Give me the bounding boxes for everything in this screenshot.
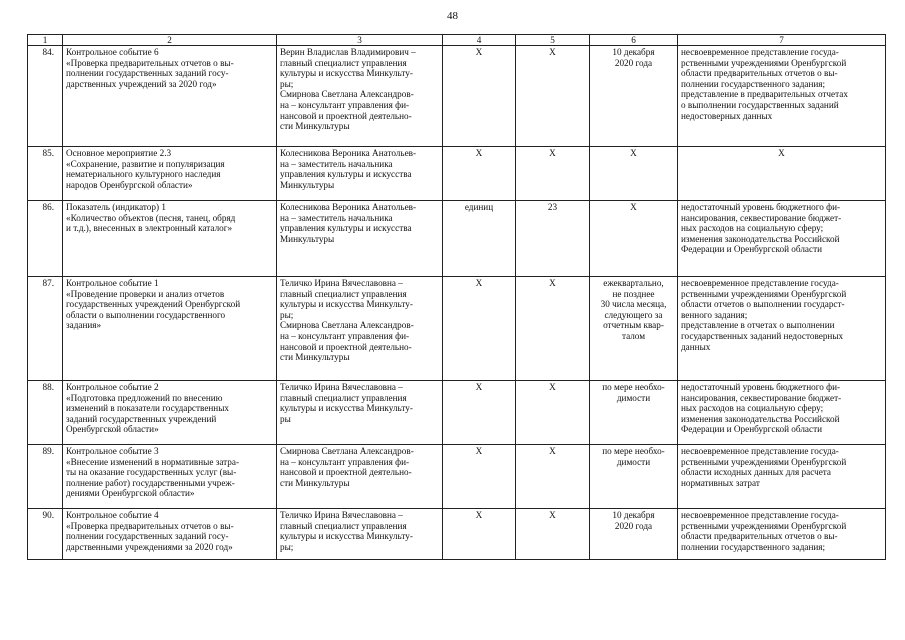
text-line: «Подготовка предложений по внесению [66, 392, 223, 403]
text-line: рственными учреждениями Оренбургской [681, 57, 847, 68]
text-line: по мере необхо- [602, 382, 665, 392]
text-line: заданий государственных учреждений [66, 413, 217, 424]
text-line: не позднее [612, 288, 655, 299]
table-row [28, 201, 886, 277]
text-line: на – консультант управления фи- [280, 456, 410, 467]
text-line: Теличко Ирина Вячеславовна – [280, 382, 403, 392]
text-line: димости [616, 392, 651, 403]
text-line: Х [549, 382, 556, 392]
text-line: Контрольное событие 6 [66, 47, 159, 57]
text-line: области о выполнении государственного [66, 309, 226, 320]
row-number: 90. [28, 509, 63, 560]
text-line: Контрольное событие 1 [66, 278, 159, 288]
text-line: Х [549, 47, 556, 57]
text-line: культуры и искусства Минкульту- [280, 531, 413, 542]
text-line: Смирнова Светлана Александров- [280, 320, 414, 331]
risk-description [678, 509, 886, 560]
text-line: Х [549, 510, 556, 520]
text-line: «Проверка предварительных отчетов о вы- [66, 57, 234, 68]
text-line: главный специалист управления [280, 392, 407, 403]
responsible-person [277, 46, 443, 147]
text-line: «Проведение проверки и анализ отчетов [66, 288, 225, 299]
text-line: на – консультант управления фи- [280, 99, 410, 110]
column-header: 3 [277, 35, 443, 46]
unit-cell [443, 277, 516, 381]
responsible-person [277, 201, 443, 277]
text-line: Контрольное событие 2 [66, 382, 159, 392]
text-line: Х [475, 278, 483, 288]
deadline-cell [590, 509, 678, 560]
risk-description [678, 46, 886, 147]
text-line: Х [475, 382, 483, 392]
text-line: «Количество объектов (песня, танец, обряд [66, 212, 236, 223]
text-line: Х [778, 148, 785, 158]
text-line: Х [549, 278, 556, 288]
text-line: главный специалист управления [280, 520, 407, 531]
risk-description [678, 381, 886, 445]
text-line: Показатель (индикатор) 1 [66, 202, 166, 212]
text-line: Х [630, 202, 637, 212]
text-line: ежеквартально, [603, 278, 664, 288]
responsible-person [277, 147, 443, 201]
event-description [63, 147, 277, 201]
text-line: 2020 года [614, 520, 653, 531]
text-line: представление в отчетах о выполнении [681, 320, 835, 331]
column-header: 5 [516, 35, 590, 46]
text-line: ры; [280, 541, 294, 552]
text-line: несвоевременное представление госуда- [681, 446, 839, 456]
text-line: главный специалист управления [280, 57, 407, 68]
text-line: дениями Оренбургской области» [66, 488, 195, 499]
text-line: задания» [66, 320, 102, 331]
text-line: Контрольное событие 3 [66, 446, 159, 456]
text-line: недостаточный уровень бюджетного фи- [681, 202, 841, 212]
text-line: Смирнова Светлана Александров- [280, 89, 414, 100]
text-line: Теличко Ирина Вячеславовна – [280, 278, 403, 288]
text-line: на – консультант управления фи- [280, 330, 410, 341]
text-line: Контрольное событие 4 [66, 510, 159, 520]
table-row [28, 147, 886, 201]
event-description [63, 201, 277, 277]
text-line: государственных заданий недостоверных [681, 330, 844, 341]
text-line: «Проверка предварительных отчетов о вы- [66, 520, 234, 531]
text-line: венного задания; [681, 309, 748, 320]
event-description [63, 509, 277, 560]
text-line: и т.д.), внесенных в электронный каталог» [66, 223, 233, 234]
text-line: области предварительных отчетов о вы- [681, 68, 838, 79]
text-line: дарственными учреждениями за 2020 год» [66, 541, 233, 552]
unit-cell [443, 147, 516, 201]
text-line: изменения законодательства Российской [681, 413, 840, 424]
text-line: ных расходов на социальную сферу; [681, 403, 824, 414]
text-line: Смирнова Светлана Александров- [280, 446, 414, 456]
column-header: 1 [28, 35, 63, 46]
text-line: недостаточный уровень бюджетного фи- [681, 382, 841, 392]
deadline-cell [590, 46, 678, 147]
text-line: народов Оренбургской области» [66, 179, 193, 190]
text-line: талом [621, 330, 646, 341]
event-description [63, 46, 277, 147]
page-number: 48 [447, 10, 458, 22]
row-number: 89. [28, 445, 63, 509]
text-line: ры; [280, 78, 294, 89]
text-line: управления культуры и искусства [280, 223, 412, 234]
text-line: Теличко Ирина Вячеславовна – [280, 510, 403, 520]
event-description [63, 381, 277, 445]
column-header: 7 [678, 35, 886, 46]
row-number: 87. [28, 277, 63, 381]
risk-description [678, 445, 886, 509]
text-line: культуры и искусства Минкульту- [280, 299, 413, 310]
text-line: «Сохранение, развитие и популяризация [66, 158, 225, 169]
risk-description [678, 147, 886, 201]
responsible-person [277, 277, 443, 381]
unit-cell [443, 46, 516, 147]
text-line: нормативных затрат [681, 477, 760, 488]
text-line: Минкультуры [280, 179, 335, 190]
event-description [63, 277, 277, 381]
text-line: сти Минкультуры [280, 352, 350, 363]
text-line: культуры и искусства Минкульту- [280, 403, 413, 414]
risk-description [678, 201, 886, 277]
text-line: полнение работ) государственными учреж- [66, 477, 235, 488]
value-cell [516, 46, 590, 147]
value-cell [516, 381, 590, 445]
header-row [28, 35, 886, 46]
text-line: Х [549, 148, 556, 158]
deadline-cell [590, 445, 678, 509]
text-line: нематериального культурного наследия [66, 169, 221, 180]
value-cell [516, 445, 590, 509]
risk-description [678, 277, 886, 381]
row-number: 88. [28, 381, 63, 445]
text-line: нансирования, секвестирование бюджет- [681, 212, 842, 223]
table-row [28, 46, 886, 147]
text-line: главный специалист управления [280, 288, 407, 299]
text-line: области исходных данных для расчета [681, 467, 832, 478]
text-line: Х [475, 446, 483, 456]
text-line: 23 [547, 202, 558, 212]
event-description [63, 445, 277, 509]
text-line: ры [280, 413, 291, 424]
text-line: культуры и искусства Минкульту- [280, 68, 413, 79]
text-line: Х [475, 148, 483, 158]
deadline-cell [590, 381, 678, 445]
text-line: недостоверных данных [681, 110, 773, 121]
schedule-table [27, 34, 886, 560]
text-line: единиц [464, 202, 494, 212]
responsible-person [277, 381, 443, 445]
text-line: Оренбургской области» [66, 424, 159, 435]
value-cell [516, 147, 590, 201]
text-line: нансирования, секвестирование бюджет- [681, 392, 842, 403]
text-line: ных расходов на социальную сферу; [681, 223, 824, 234]
text-line: несвоевременное представление госуда- [681, 278, 839, 288]
text-line: ты на оказание государственных услуг (вы- [66, 467, 237, 478]
text-line: рственными учреждениями Оренбургской [681, 288, 847, 299]
unit-cell [443, 509, 516, 560]
text-line: ры; [280, 309, 294, 320]
column-header: 4 [443, 35, 516, 46]
text-line: полнении государственных заданий госу- [66, 68, 229, 79]
text-line: представление в предварительных отчетах [681, 89, 848, 100]
text-line: 30 числа месяца, [600, 299, 667, 310]
row-number: 86. [28, 201, 63, 277]
text-line: сти Минкультуры [280, 477, 350, 488]
table-row [28, 277, 886, 381]
text-line: полнении государственных заданий госу- [66, 531, 229, 542]
value-cell [516, 509, 590, 560]
value-cell [516, 277, 590, 381]
text-line: управления культуры и искусства [280, 169, 412, 180]
text-line: на – заместитель начальника [280, 158, 393, 169]
text-line: несвоевременное представление госуда- [681, 47, 839, 57]
text-line: Основное мероприятие 2.3 [66, 148, 172, 158]
unit-cell [443, 445, 516, 509]
text-line: Минкультуры [280, 233, 335, 244]
text-line: Х [475, 510, 483, 520]
text-line: нансовой и проектной деятельно- [280, 110, 412, 121]
text-line: следующего за [604, 309, 663, 320]
text-line: изменения законодательства Российской [681, 233, 840, 244]
text-line: сти Минкультуры [280, 121, 350, 132]
text-line: Х [475, 47, 483, 57]
value-cell [516, 201, 590, 277]
text-line: нансовой и проектной деятельно- [280, 341, 412, 352]
text-line: Х [630, 148, 637, 158]
text-line: Х [549, 446, 556, 456]
text-line: рственными учреждениями Оренбургской [681, 520, 847, 531]
text-line: полнении государственного задания; [681, 541, 826, 552]
text-line: полнении государственного задания; [681, 78, 826, 89]
table-row [28, 445, 886, 509]
text-line: по мере необхо- [602, 446, 665, 456]
row-number: 84. [28, 46, 63, 147]
table-row [28, 381, 886, 445]
text-line: Верин Владислав Владимирович – [280, 47, 416, 57]
text-line: 10 декабря [612, 510, 655, 520]
text-line: «Внесение изменений в нормативные затра- [66, 456, 240, 467]
text-line: 10 декабря [612, 47, 655, 57]
text-line: Колесникова Вероника Анатольев- [280, 202, 417, 212]
text-line: о выполнении государственных заданий [681, 99, 839, 110]
text-line: области предварительных отчетов о вы- [681, 531, 838, 542]
text-line: Федерации и Оренбургской области [681, 424, 822, 435]
unit-cell [443, 201, 516, 277]
responsible-person [277, 509, 443, 560]
text-line: нансовой и проектной деятельно- [280, 467, 412, 478]
text-line: Колесникова Вероника Анатольев- [280, 148, 417, 158]
table-row [28, 509, 886, 560]
text-line: рственными учреждениями Оренбургской [681, 456, 847, 467]
text-line: отчетным квар- [603, 320, 664, 331]
column-header: 2 [63, 35, 277, 46]
text-line: димости [616, 456, 651, 467]
text-line: данных [681, 341, 711, 352]
deadline-cell [590, 147, 678, 201]
unit-cell [443, 381, 516, 445]
text-line: дарственных учреждений за 2020 год» [66, 78, 217, 89]
responsible-person [277, 445, 443, 509]
text-line: 2020 года [614, 57, 653, 68]
deadline-cell [590, 201, 678, 277]
text-line: изменений в показатели государственных [66, 403, 229, 414]
text-line: на – заместитель начальника [280, 212, 393, 223]
text-line: Федерации и Оренбургской области [681, 244, 822, 255]
text-line: несвоевременное представление госуда- [681, 510, 839, 520]
row-number: 85. [28, 147, 63, 201]
text-line: области отчетов о выполнении государст- [681, 299, 845, 310]
deadline-cell [590, 277, 678, 381]
text-line: государственных учреждений Оренбургской [66, 299, 241, 310]
column-header: 6 [590, 35, 678, 46]
